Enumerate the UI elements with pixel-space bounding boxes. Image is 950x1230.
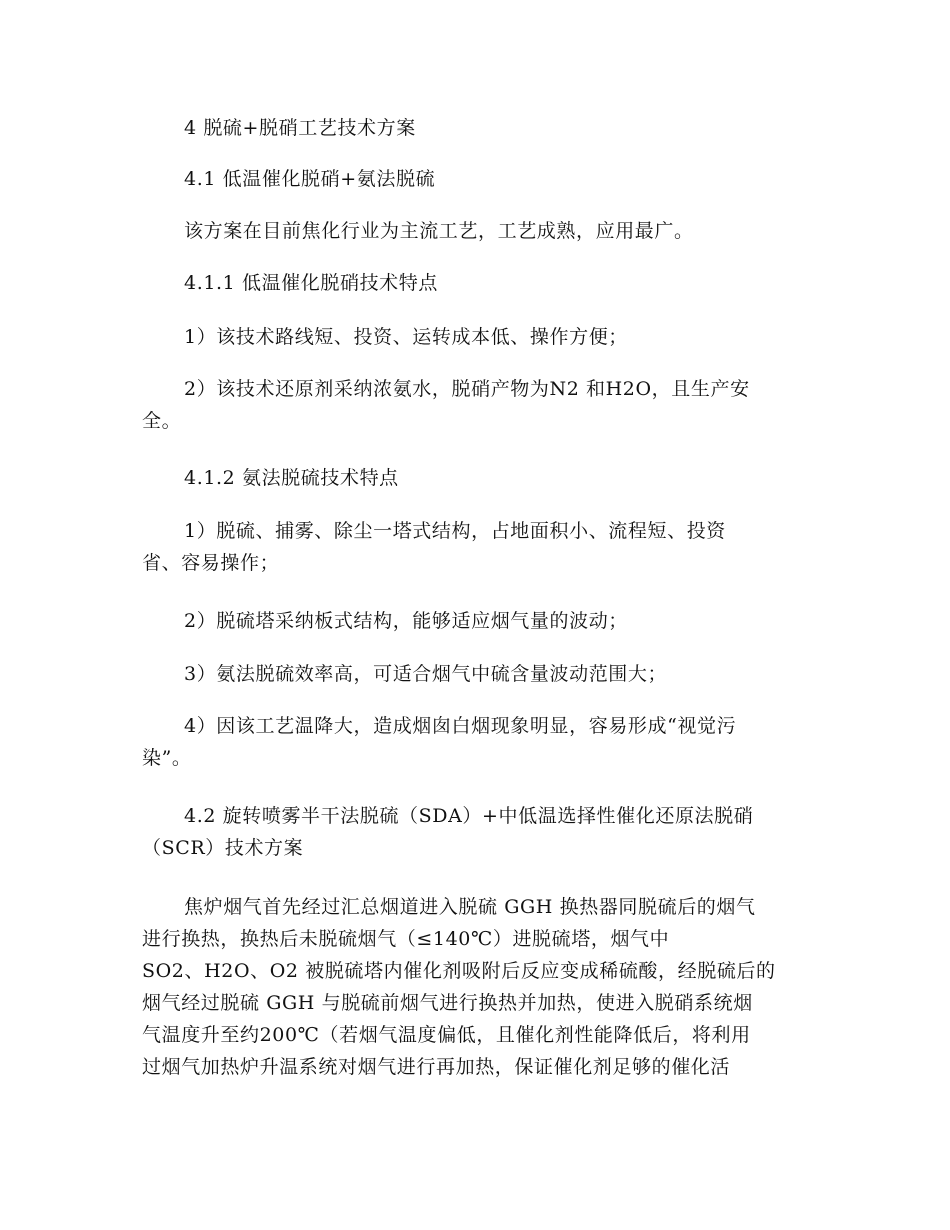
text-line: 进行换热，换热后未脱硫烟气（≤140℃）进脱硫塔，烟气中	[142, 928, 670, 950]
list-item-1	[142, 515, 808, 579]
section-heading-4-1-1	[142, 267, 808, 299]
text-line: 1）该技术路线短、投资、运转成本低、操作方便；	[184, 326, 628, 348]
text-line: 4）因该工艺温降大，造成烟囱白烟现象明显，容易形成“视觉污	[184, 715, 737, 737]
paragraph-process	[142, 891, 808, 1083]
text-line: 3）氨法脱硫效率高，可适合烟气中硫含量波动范围大；	[184, 663, 668, 685]
text-line: 4.1 低温催化脱硝+氨法脱硫	[184, 168, 436, 190]
text-line: 全。	[142, 410, 182, 432]
text-line: 焦炉烟气首先经过汇总烟道进入脱硫 GGH 换热器同脱硫后的烟气	[184, 896, 756, 918]
text-line: 2）脱硫塔采纳板式结构，能够适应烟气量的波动；	[184, 610, 628, 632]
text-line: SO2、H2O、O2 被脱硫塔内催化剂吸附后反应变成稀硫酸，经脱硫后的	[142, 960, 776, 982]
section-heading-4	[142, 112, 808, 144]
text-line: 染”。	[142, 747, 192, 769]
section-heading-4-1-2	[142, 462, 808, 494]
list-item-2	[142, 373, 808, 437]
text-line: 4.1.2 氨法脱硫技术特点	[184, 467, 399, 489]
section-heading-4-1	[142, 163, 808, 195]
text-line: 过烟气加热炉升温系统对烟气进行再加热，保证催化剂足够的催化活	[142, 1056, 731, 1078]
text-line: 省、容易操作；	[142, 552, 280, 574]
text-line: 该方案在目前焦化行业为主流工艺，工艺成熟，应用最广。	[184, 220, 694, 242]
list-item-3	[142, 658, 808, 690]
text-line: 4.1.1 低温催化脱硝技术特点	[184, 272, 438, 294]
text-line: 2）该技术还原剂采纳浓氨水，脱硝产物为N2 和H2O，且生产安	[184, 378, 750, 400]
text-line: （SCR）技术方案	[142, 837, 304, 859]
text-line: 气温度升至约200℃（若烟气温度偏低，且催化剂性能降低后，将利用	[142, 1024, 751, 1046]
section-heading-4-2	[142, 800, 808, 864]
text-line: 1）脱硫、捕雾、除尘一塔式结构，占地面积小、流程短、投资	[184, 520, 726, 542]
list-item-1	[142, 321, 808, 353]
list-item-2	[142, 605, 808, 637]
text-line: 4 脱硫+脱硝工艺技术方案	[184, 117, 416, 139]
list-item-4	[142, 710, 808, 774]
paragraph-overview	[142, 215, 808, 247]
text-line: 4.2 旋转喷雾半干法脱硫（SDA）+中低温选择性催化还原法脱硝	[184, 805, 754, 827]
text-line: 烟气经过脱硫 GGH 与脱硫前烟气进行换热并加热，使进入脱硝系统烟	[142, 992, 753, 1014]
